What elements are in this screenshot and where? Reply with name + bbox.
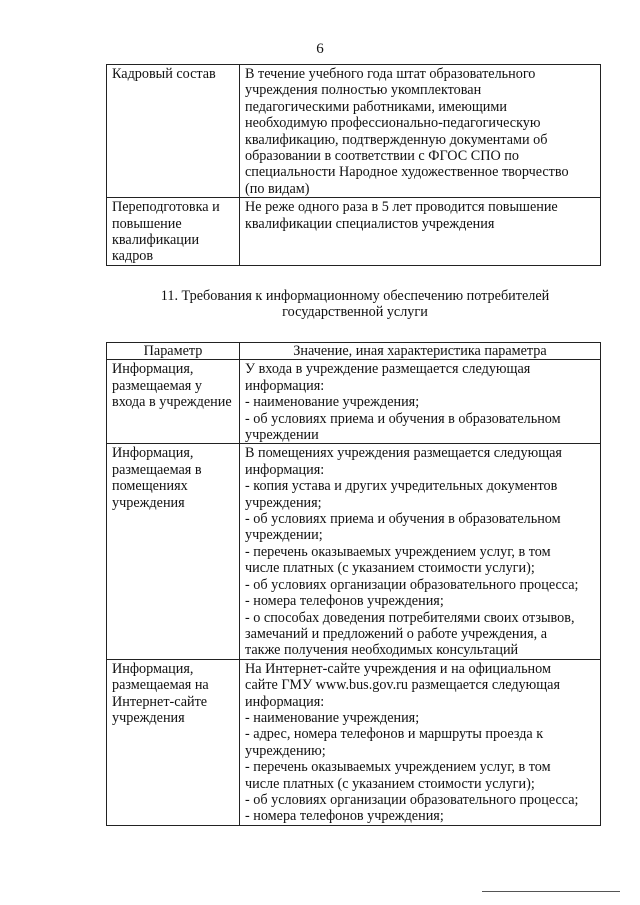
table-row — [107, 198, 601, 266]
section-title — [100, 288, 610, 321]
text-line: - наименование учреждения; — [245, 394, 420, 411]
text-line: - номера телефонов учреждения; — [245, 808, 444, 825]
text-line: - об условиях организации образовательного процесса; — [245, 576, 579, 593]
text-line: сайте ГМУ www.bus.gov.ru размещается следующая — [245, 677, 560, 694]
parameter-cell — [107, 659, 240, 825]
text-line: Информация, — [112, 361, 194, 378]
value-cell — [240, 360, 601, 444]
parameter-cell — [107, 198, 240, 266]
text-line: также получения необходимых консультаций — [245, 642, 519, 659]
text-line: учреждению; — [245, 742, 326, 759]
parameter-cell — [107, 444, 240, 659]
text-line: кадров — [112, 248, 154, 265]
text-line: Интернет-сайте — [112, 693, 208, 710]
table-row — [107, 360, 601, 444]
text-line: - об условиях приема и обучения в образовательном — [245, 410, 561, 427]
text-line: числе платных (с указанием стоимости услуги); — [245, 775, 535, 792]
text-line: Информация, — [112, 660, 194, 677]
footer-rule — [482, 891, 620, 892]
text-line: - перечень оказываемых учреждением услуг, в том — [245, 759, 551, 776]
text-line: В течение учебного года штат образовательного — [245, 66, 536, 82]
table-header-row — [107, 343, 601, 360]
text-line: педагогическими работниками, имеющими — [245, 98, 507, 115]
text-line: информация: — [245, 693, 325, 710]
text-line: - наименование учреждения; — [245, 709, 420, 726]
value-cell — [240, 659, 601, 825]
page-number: 6 — [316, 41, 324, 57]
text-line: повышение — [112, 215, 182, 232]
text-line: Не реже одного раза в 5 лет проводится повышение — [245, 199, 558, 216]
column-header-parameter: Параметр — [107, 343, 240, 360]
value-cell — [240, 444, 601, 659]
text-line: - об условиях организации образовательного процесса; — [245, 791, 579, 808]
table-row — [107, 444, 601, 659]
text-line: учреждения; — [245, 494, 322, 511]
text-line: специальности Народное художественное творчество — [245, 164, 569, 181]
text-line: числе платных (с указанием стоимости услуги); — [245, 560, 535, 577]
text-line: информация: — [245, 377, 325, 394]
text-line: учреждения полностью укомплектован — [245, 82, 482, 99]
text-line: учреждении; — [245, 527, 323, 544]
text-line: учреждения — [112, 709, 185, 726]
parameter-cell — [107, 360, 240, 444]
text-line: учреждении — [245, 427, 319, 444]
text-line: В помещениях учреждения размещается следующая — [245, 445, 562, 462]
text-line: размещаемая на — [112, 677, 209, 694]
table-row — [107, 659, 601, 825]
text-line: Переподготовка и — [112, 199, 220, 216]
information-requirements-table — [106, 342, 601, 826]
text-line: - копия устава и других учредительных документов — [245, 478, 558, 495]
text-line: учреждения — [112, 494, 185, 511]
staffing-table — [106, 64, 601, 266]
text-line: - о способах доведения потребителями своих отзывов, — [245, 609, 575, 626]
text-line: Информация, — [112, 445, 194, 462]
column-header-value: Значение, иная характеристика параметра — [240, 343, 601, 360]
text-line: размещаемая у — [112, 377, 202, 394]
text-line: квалификации — [112, 232, 200, 249]
value-cell — [240, 198, 601, 266]
text-line: - перечень оказываемых учреждением услуг, в том — [245, 543, 551, 560]
text-line: - номера телефонов учреждения; — [245, 593, 444, 610]
table-row — [107, 65, 601, 198]
text-line: государственной услуги — [282, 304, 428, 321]
text-line: входа в учреждение — [112, 394, 232, 411]
text-line: (по видам) — [245, 180, 310, 197]
staffing-table-body — [107, 65, 601, 266]
parameter-cell — [107, 65, 240, 198]
text-line: необходимую профессионально-педагогическую — [245, 115, 541, 132]
text-line: - адрес, номера телефонов и маршруты проезда к — [245, 726, 544, 743]
text-line: квалификации специалистов учреждения — [245, 215, 495, 232]
value-cell — [240, 65, 601, 198]
text-line: размещаемая в — [112, 461, 202, 478]
text-line: 11. Требования к информационному обеспечению потребителей — [160, 288, 550, 304]
text-line: помещениях — [112, 478, 188, 495]
text-line: квалификацию, подтвержденную документами об — [245, 131, 548, 148]
text-line: Кадровый состав — [112, 66, 216, 82]
text-line: - об условиях приема и обучения в образовательном — [245, 511, 561, 528]
text-line: У входа в учреждение размещается следующая — [245, 361, 531, 378]
text-line: информация: — [245, 461, 325, 478]
text-line: На Интернет-сайте учреждения и на официальном — [245, 660, 551, 677]
text-line: замечаний и предложений о работе учреждения, а — [245, 625, 548, 642]
information-table-body — [107, 360, 601, 825]
text-line: образовании в соответствии с ФГОС СПО по — [245, 148, 519, 165]
